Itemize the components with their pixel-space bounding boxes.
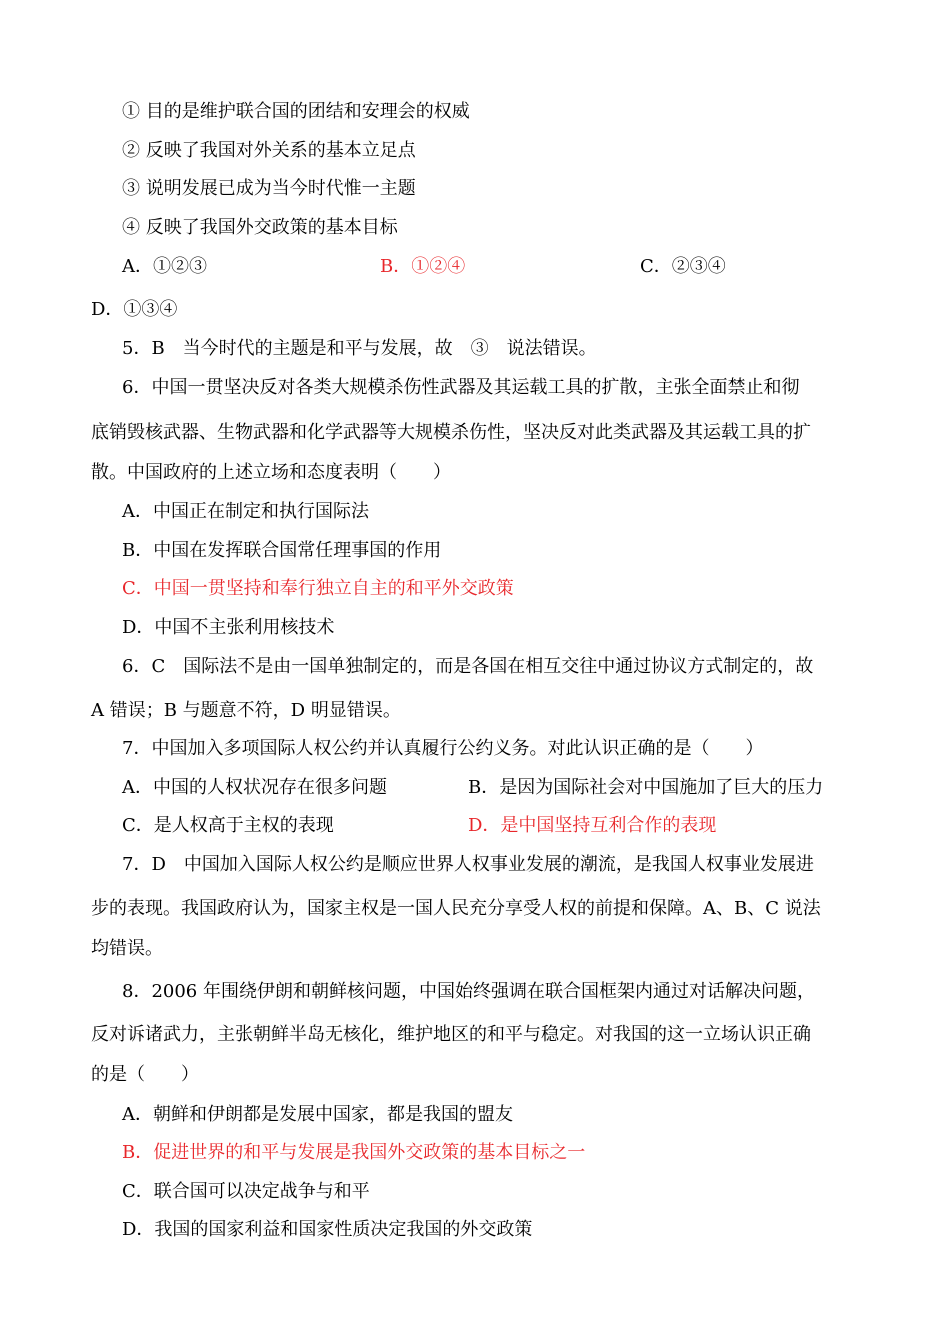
q7-option-b: B．是因为国际社会对中国施加了巨大的压力 xyxy=(468,777,824,798)
q6-stem-line-3: 散。中国政府的上述立场和态度表明（ ） xyxy=(91,462,451,483)
q6-option-d: D．中国不主张利用核技术 xyxy=(122,617,335,638)
q8-stem-line-1: 8．2006 年围绕伊朗和朝鲜核问题，中国始终强调在联合国框架内通过对话解决问题， xyxy=(122,981,815,1002)
answer-7-line-1: 7．D 中国加入国际人权公约是顺应世界人权事业发展的潮流，是我国人权事业发展进 xyxy=(122,854,814,875)
q4-statement-2: ② 反映了我国对外关系的基本立足点 xyxy=(122,140,416,161)
q4-option-c: C．②③④ xyxy=(640,256,726,277)
q7-stem: 7．中国加入多项国际人权公约并认真履行公约义务。对此认识正确的是（ ） xyxy=(122,738,764,759)
answer-7-line-2: 步的表现。我国政府认为，国家主权是一国人民充分享受人权的前提和保障。A、B、C 说法 xyxy=(91,898,821,919)
q6-option-b: B．中国在发挥联合国常任理事国的作用 xyxy=(122,540,442,561)
q4-statement-1: ① 目的是维护联合国的团结和安理会的权威 xyxy=(122,101,470,122)
q7-option-a: A．中国的人权状况存在很多问题 xyxy=(122,777,387,798)
q4-option-a: A．①②③ xyxy=(122,256,207,277)
answer-5: 5．B 当今时代的主题是和平与发展，故 ③ 说法错误。 xyxy=(122,338,597,359)
q8-option-d: D．我国的国家利益和国家性质决定我国的外交政策 xyxy=(122,1219,533,1240)
q6-option-c-correct: C．中国一贯坚持和奉行独立自主的和平外交政策 xyxy=(122,578,514,599)
answer-7-line-3: 均错误。 xyxy=(91,938,163,959)
q8-stem-line-3: 的是（ ） xyxy=(91,1064,199,1085)
q8-option-b-correct: B．促进世界的和平与发展是我国外交政策的基本目标之一 xyxy=(122,1142,586,1163)
q6-stem-line-2: 底销毁核武器、生物武器和化学武器等大规模杀伤性，坚决反对此类武器及其运载工具的扩 xyxy=(91,422,811,443)
q7-option-d-correct: D．是中国坚持互利合作的表现 xyxy=(468,815,717,836)
q8-stem-line-2: 反对诉诸武力，主张朝鲜半岛无核化，维护地区的和平与稳定。对我国的这一立场认识正确 xyxy=(91,1024,811,1045)
q8-option-c: C．联合国可以决定战争与和平 xyxy=(122,1181,370,1202)
q4-option-d: D．①③④ xyxy=(91,299,178,320)
answer-6-line-2: A 错误；B 与题意不符，D 明显错误。 xyxy=(91,700,401,721)
q6-option-a: A．中国正在制定和执行国际法 xyxy=(122,501,369,522)
q4-statement-4: ④ 反映了我国外交政策的基本目标 xyxy=(122,217,398,238)
q8-option-a: A．朝鲜和伊朗都是发展中国家，都是我国的盟友 xyxy=(122,1104,513,1125)
q7-option-c: C．是人权高于主权的表现 xyxy=(122,815,334,836)
q4-statement-3: ③ 说明发展已成为当今时代惟一主题 xyxy=(122,178,416,199)
q4-option-b-correct: B．①②④ xyxy=(380,256,466,277)
q6-stem-line-1: 6．中国一贯坚决反对各类大规模杀伤性武器及其运载工具的扩散，主张全面禁止和彻 xyxy=(122,377,800,398)
answer-6-line-1: 6．C 国际法不是由一国单独制定的，而是各国在相互交往中通过协议方式制定的，故 xyxy=(122,656,814,677)
